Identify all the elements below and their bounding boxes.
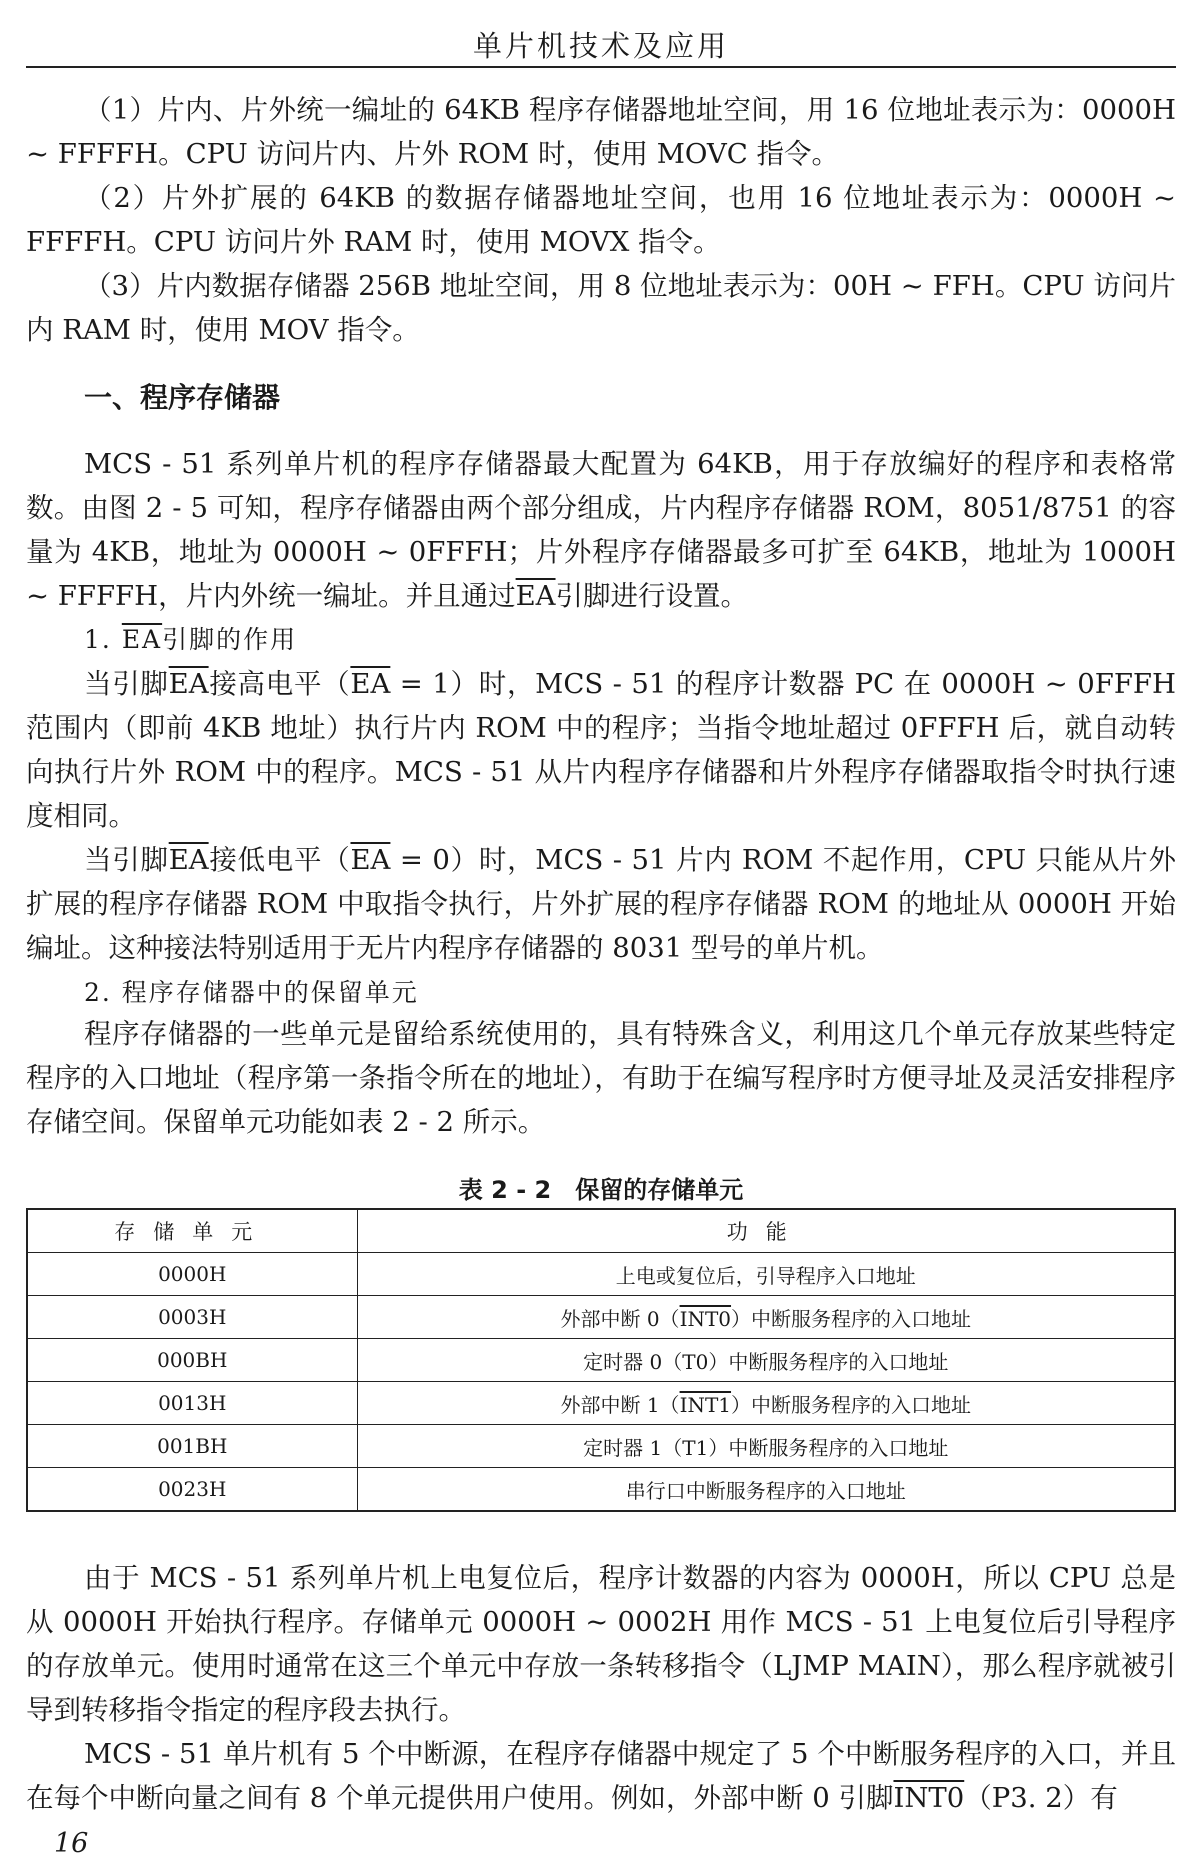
cell-unit: 000BH <box>27 1339 357 1382</box>
subheading-number: 1. <box>84 625 112 654</box>
int0-pin-label: INT0 <box>893 1782 965 1814</box>
paragraph-interrupt-sources <box>26 1732 1176 1820</box>
column-header-function: 功能 <box>357 1209 1175 1253</box>
ea-pin-label: $\overline{EA}$ <box>168 844 209 876</box>
table-row <box>27 1468 1175 1512</box>
int0-pin-label: INT0 <box>679 1306 732 1331</box>
cell-text: ）中断服务程序的入口地址 <box>731 1306 972 1331</box>
cell-unit: 0023H <box>27 1468 357 1512</box>
paragraph-internal-ram-space: （3）片内数据存储器 256B 地址空间，用 8 位地址表示为：00H ~ FFH。CPU 访问片内 RAM 时，使用 MOV 指令。 <box>26 270 1176 346</box>
text-fragment: = 1）时，MCS - 51 的程序计数器 PC 在 0000H ~ 0FFFH 范围内（即前 4KB 地址）执行片内 ROM 中的程序；当指令地址超过 0FFFH 后，就自动转向执行片外 ROM 中的程序。MCS - 51 从片内程序存储器和片外程序存储器取指令时执行速度相同。 <box>26 668 1176 832</box>
paragraph-data-memory-space: （2）片外扩展的 64KB 的数据存储器地址空间，也用 16 位地址表示为：0000H ~ FFFFH。CPU 访问片外 RAM 时，使用 MOVX 指令。 <box>26 182 1176 258</box>
paragraph-program-memory-intro <box>26 442 1176 618</box>
cell-function <box>357 1296 1175 1339</box>
reserved-units-table <box>26 1208 1176 1512</box>
cell-unit: 0013H <box>27 1382 357 1425</box>
ea-pin-label: $\overline{EA}$ <box>168 668 209 700</box>
ea-pin-label: $\overline{EA}$ <box>350 844 391 876</box>
text-fragment: 接低电平（ <box>208 844 351 876</box>
cell-text: 外部中断 1（ <box>560 1392 680 1417</box>
running-header: 单片机技术及应用 <box>472 29 729 63</box>
text-fragment: = 0）时，MCS - 51 片内 ROM 不起作用，CPU 只能从片外扩展的程序存储器 ROM 中取指令执行，片外扩展的程序存储器 ROM 的地址从 0000H 开始编址。这种接法特别适用于无片内程序存储器的 8031 型号的单片机。 <box>26 844 1177 964</box>
paragraph-ea-low <box>26 838 1176 970</box>
table-caption: 表 2 - 2 保留的存储单元 <box>458 1176 744 1204</box>
cell-function <box>357 1339 1175 1382</box>
table-row <box>27 1425 1175 1468</box>
cell-function <box>357 1382 1175 1425</box>
subheading-reserved-units: 2. 程序存储器中的保留单元 <box>84 978 419 1007</box>
text-fragment: MCS - 51 单片机有 5 个中断源，在程序存储器中规定了 5 个中断服务程序的入口，并且在每个中断向量之间有 8 个单元提供用户使用。例如，外部中断 0 引脚 <box>26 1738 1176 1814</box>
column-header-unit: 存储单元 <box>27 1209 357 1253</box>
table-row <box>27 1382 1175 1425</box>
cell-text: 串行口中断服务程序的入口地址 <box>625 1478 906 1503</box>
cell-text: 定时器 0（T0）中断服务程序的入口地址 <box>583 1349 949 1374</box>
section-heading: 一、程序存储器 <box>84 381 281 414</box>
paragraph-ea-high <box>26 662 1176 838</box>
text-fragment: MCS - 51 系列单片机的程序存储器最大配置为 64KB，用于存放编好的程序和表格常数。由图 2 - 5 可知，程序存储器由两个部分组成，片内程序存储器 ROM，8051/8751 的容量为 4KB，地址为 0000H ~ 0FFFH；片外程序存储器最多可扩至 64KB，地址为 1000H ~ FFFFH，片内外统一编址。并且通过 <box>26 448 1176 612</box>
subheading-ea-pin <box>84 620 297 656</box>
text-fragment: 引脚进行设置。 <box>555 580 749 612</box>
cell-function <box>357 1253 1175 1296</box>
text-fragment: 当引脚 <box>84 844 169 876</box>
text-fragment: （P3. 2）有 <box>964 1782 1118 1814</box>
text-fragment: 当引脚 <box>84 668 169 700</box>
table-row <box>27 1253 1175 1296</box>
cell-text: ）中断服务程序的入口地址 <box>731 1392 972 1417</box>
table-row <box>27 1339 1175 1382</box>
ea-pin-label: $\overline{EA}$ <box>350 668 391 700</box>
cell-text: 外部中断 0（ <box>560 1306 680 1331</box>
paragraph-reset-start: 由于 MCS - 51 系列单片机上电复位后，程序计数器的内容为 0000H，所以 CPU 总是从 0000H 开始执行程序。存储单元 0000H ~ 0002H 用作 MCS - 51 上电复位后引导程序的存放单元。使用时通常在这三个单元中存放一条转移指令（LJMP MAIN），那么程序就被引导到转移指令指定的程序段去执行。 <box>26 1562 1176 1726</box>
subheading-text: 引脚的作用 <box>162 625 298 654</box>
cell-unit: 001BH <box>27 1425 357 1468</box>
paragraph-program-memory-space: （1）片内、片外统一编址的 64KB 程序存储器地址空间，用 16 位地址表示为：0000H ~ FFFFH。CPU 访问片内、片外 ROM 时，使用 MOVC 指令。 <box>26 94 1176 170</box>
cell-text: 上电或复位后，引导程序入口地址 <box>615 1263 916 1288</box>
int1-pin-label: INT1 <box>679 1392 732 1417</box>
cell-text: 定时器 1（T1）中断服务程序的入口地址 <box>583 1435 949 1460</box>
paragraph-reserved-units: 程序存储器的一些单元是留给系统使用的，具有特殊含义，利用这几个单元存放某些特定程序的入口地址（程序第一条指令所在的地址），有助于在编写程序时方便寻址及灵活安排程序存储空间。保留单元功能如表 2 - 2 所示。 <box>26 1018 1176 1138</box>
page-number: 16 <box>54 1828 89 1859</box>
table-row <box>27 1296 1175 1339</box>
text-fragment: 接高电平（ <box>208 668 351 700</box>
table-header-row <box>27 1209 1175 1253</box>
cell-function <box>357 1468 1175 1512</box>
cell-unit: 0000H <box>27 1253 357 1296</box>
ea-pin-label: $\overline{EA}$ <box>121 625 163 654</box>
cell-function <box>357 1425 1175 1468</box>
cell-unit: 0003H <box>27 1296 357 1339</box>
header-rule <box>26 66 1176 68</box>
ea-pin-label: $\overline{EA}$ <box>515 580 556 612</box>
